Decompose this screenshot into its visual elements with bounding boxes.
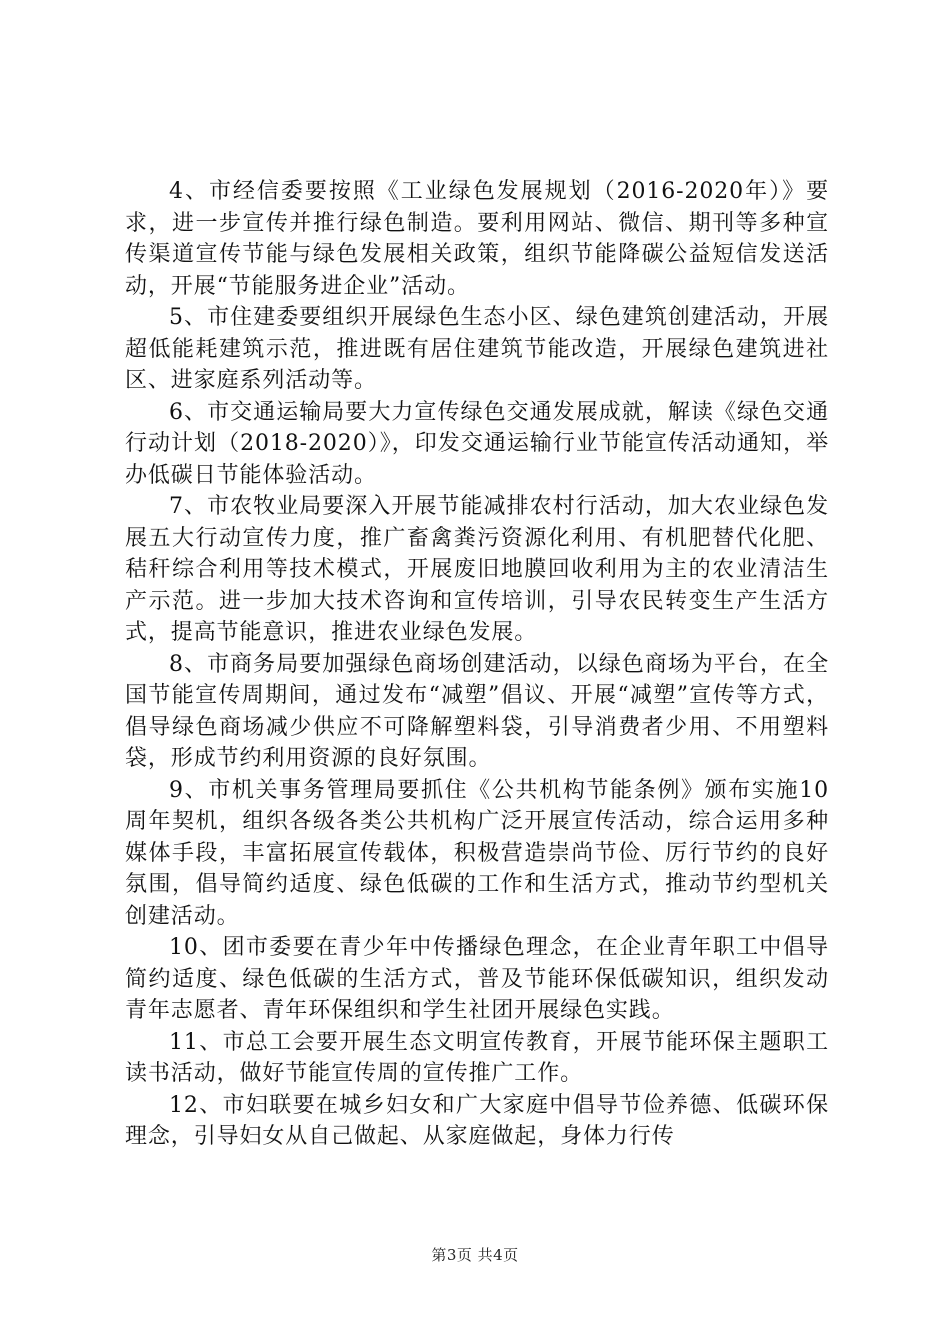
paragraph-7: 7、市农牧业局要深入开展节能减排农村行活动，加大农业绿色发展五大行动宣传力度，推广畜禽粪污资源化利用、有机肥替代化肥、秸秆综合利用等技术模式，开展废旧地膜回收利用为主的农业清洁生产示范。进一步加大技术咨询和宣传培训，引导农民转变生产生活方式，提高节能意识，推进农业绿色发展。 xyxy=(125,494,829,645)
paragraph-11: 11、市总工会要开展生态文明宣传教育，开展节能环保主题职工读书活动，做好节能宣传周的宣传推广工作。 xyxy=(125,1029,829,1086)
paragraph-6: 6、市交通运输局要大力宣传绿色交通发展成就，解读《绿色交通行动计划（2018-2020）》，印发交通运输行业节能宣传活动通知，举办低碳日节能体验活动。 xyxy=(125,399,829,488)
paragraph-9: 9、市机关事务管理局要抓住《公共机构节能条例》颁布实施10周年契机，组织各级各类公共机构广泛开展宣传活动，综合运用多种媒体手段，丰富拓展宣传载体，积极营造崇尚节俭、厉行节约的良好氛围，倡导简约适度、绿色低碳的工作和生活方式，推动节约型机关创建活动。 xyxy=(125,777,829,929)
page-number-footer: 第3页 共4页 xyxy=(431,1246,519,1264)
paragraph-5: 5、市住建委要组织开展绿色生态小区、绿色建筑创建活动，开展超低能耗建筑示范，推进既有居住建筑节能改造，开展绿色建筑进社区、进家庭系列活动等。 xyxy=(125,305,829,393)
paragraph-4: 4、市经信委要按照《工业绿色发展规划（2016-2020年）》要求，进一步宣传并推行绿色制造。要利用网站、微信、期刊等多种宣传渠道宣传节能与绿色发展相关政策，组织节能降碳公益短信发送活动，开展“节能服务进企业”活动。 xyxy=(125,179,829,299)
paragraph-10: 10、团市委要在青少年中传播绿色理念，在企业青年职工中倡导简约适度、绿色低碳的生活方式，普及节能环保低碳知识，组织发动青年志愿者、青年环保组织和学生社团开展绿色实践。 xyxy=(125,935,829,1023)
document-body xyxy=(125,176,829,1153)
paragraph-12: 12、市妇联要在城乡妇女和广大家庭中倡导节俭养德、低碳环保理念，引导妇女从自己做起、从家庭做起，身体力行传 xyxy=(125,1092,829,1149)
paragraph-8: 8、市商务局要加强绿色商场创建活动，以绿色商场为平台，在全国节能宣传周期间，通过发布“减塑”倡议、开展“减塑”宣传等方式，倡导绿色商场减少供应不可降解塑料袋，引导消费者少用、不用塑料袋，形成节约利用资源的良好氛围。 xyxy=(125,651,829,771)
